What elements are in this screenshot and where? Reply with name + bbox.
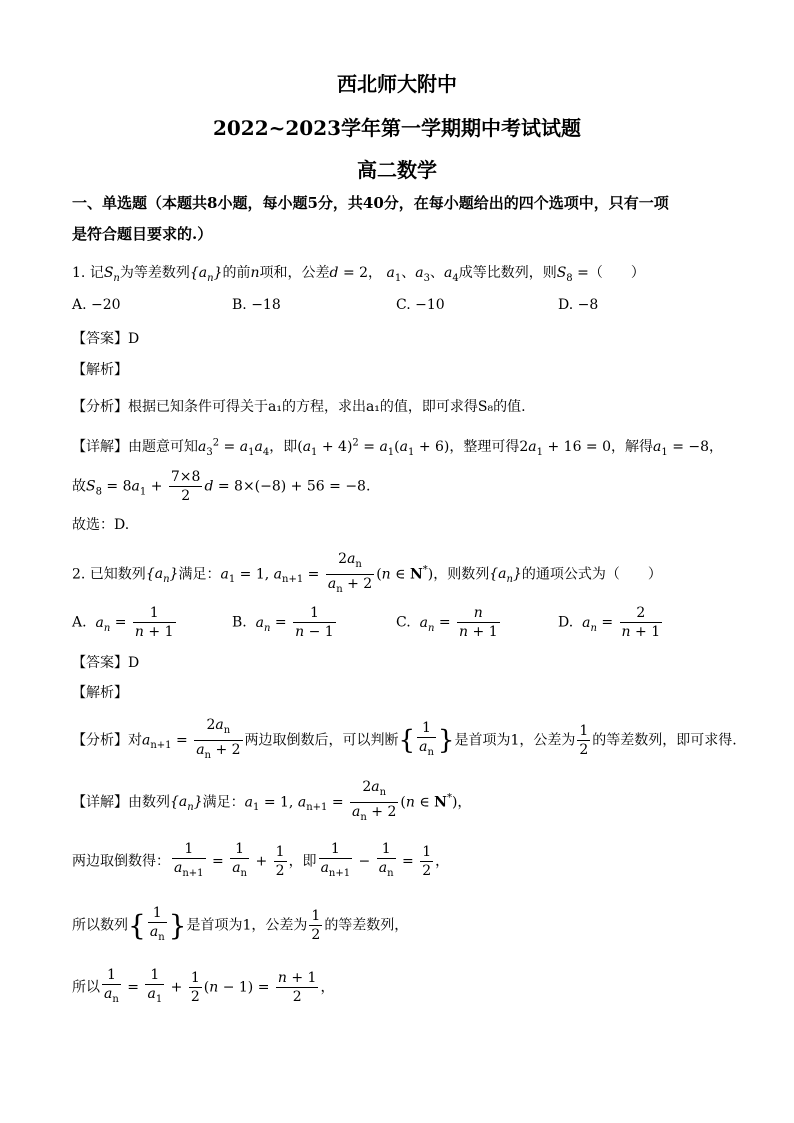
q1-answer: 【答案】D (72, 331, 140, 347)
q1-option-b: B. −18 (232, 297, 281, 313)
q2-option-c: C. $a_n$ = $\frac{n}{n + 1}$ (396, 605, 498, 640)
subject-title: 高二数学 (357, 158, 437, 182)
q1-analysis-label: 【解析】 (72, 362, 128, 378)
section-heading-line1: 一、单选题（本题共8小题，每小题5分，共40分，在每小题给出的四个选项中，只有一项 (72, 194, 669, 212)
q2-so1: 所以数列{ $\frac{1}{a_n}$ }是首项为1，公差为 $\frac{1}{2}$ 的等差数列， (72, 904, 408, 947)
q2-fenxi: 【分析】对$a_{n+1}$ = $\frac{2a_n}{a_n + 2}$ 两边取倒数后，可以判断{ $\frac{1}{a_n}$ }是首项为1，公差为 $\frac{1}{2}$ 的等差数列，即可求得. (72, 716, 737, 765)
q2-option-d: D. $a_n$ = $\frac{2}{n + 1}$ (558, 605, 661, 640)
q2-so2: 所以 $\frac{1}{a_n}$ = $\frac{1}{a_1}$ + $\frac{1}{2}$ (n − 1) = $\frac{n + 1}{2}$ ， (72, 966, 334, 1009)
exam-title: 2022~2023学年第一学期期中考试试题 (212, 116, 582, 140)
q1-option-c: C. −10 (396, 297, 445, 313)
q2-option-a: A. $a_n$ = $\frac{1}{n + 1}$ (72, 605, 174, 640)
q2-answer: 【答案】D (72, 655, 140, 671)
q1-so: 故$S_8 = 8a_1$ + $\frac{7\times 8}{2}$ d = 8×(−8) + 56 = −8. (72, 469, 371, 504)
q1-option-a: A. −20 (72, 297, 121, 313)
q1-option-d: D. −8 (558, 297, 599, 313)
q2-option-b: B. $a_n$ = $\frac{1}{n - 1}$ (232, 605, 334, 640)
q1-choose: 故选：D. (72, 517, 130, 533)
q2-analysis-label: 【解析】 (72, 685, 128, 701)
q1-detail: 【详解】由题意可知$a_3^2 = a_1a_4$，即$(a_1 + 4)^2 = a_1(a_1 + 6)$，整理可得$2a_1 + 16 = 0$，解得$a_1 = -8$， (72, 437, 724, 458)
school-name: 西北师大附中 (337, 72, 457, 96)
q2-inverse: 两边取倒数得： $\frac{1}{a_{n+1}}$ = $\frac{1}{a_n}$ + $\frac{1}{2}$ ，即 $\frac{1}{a_{n+1}}$ − $\frac{1}{a_n}$ = $\frac{1}{2}$ ， (72, 840, 449, 883)
q2-detail: 【详解】由数列$\{a_n\}$满足：$a_1 = 1$, $a_{n+1}$ = $\frac{2a_n}{a_n + 2}$ (n ∈ N*)， (72, 778, 471, 827)
q1-fenxi: 【分析】根据已知条件可得关于a₁的方程，求出a₁的值，即可求得S₈的值. (72, 399, 526, 415)
q2-stem: 2. 已知数列$\{a_n\}$满足：$a_1 = 1$, $a_{n+1}$ = $\frac{2a_n}{a_n + 2}$ (n ∈ N*)，则数列$\{a_n\}$的通项公式为（ ） (72, 550, 662, 599)
section-heading-line2: 是符合题目要求的.） (72, 225, 213, 243)
q1-stem: 1. 记$S_n$为等差数列$\{a_n\}$的前n项和，公差d = 2， $a_1$、$a_3$、$a_4$成等比数列，则$S_8$ =（ ） (72, 265, 645, 284)
